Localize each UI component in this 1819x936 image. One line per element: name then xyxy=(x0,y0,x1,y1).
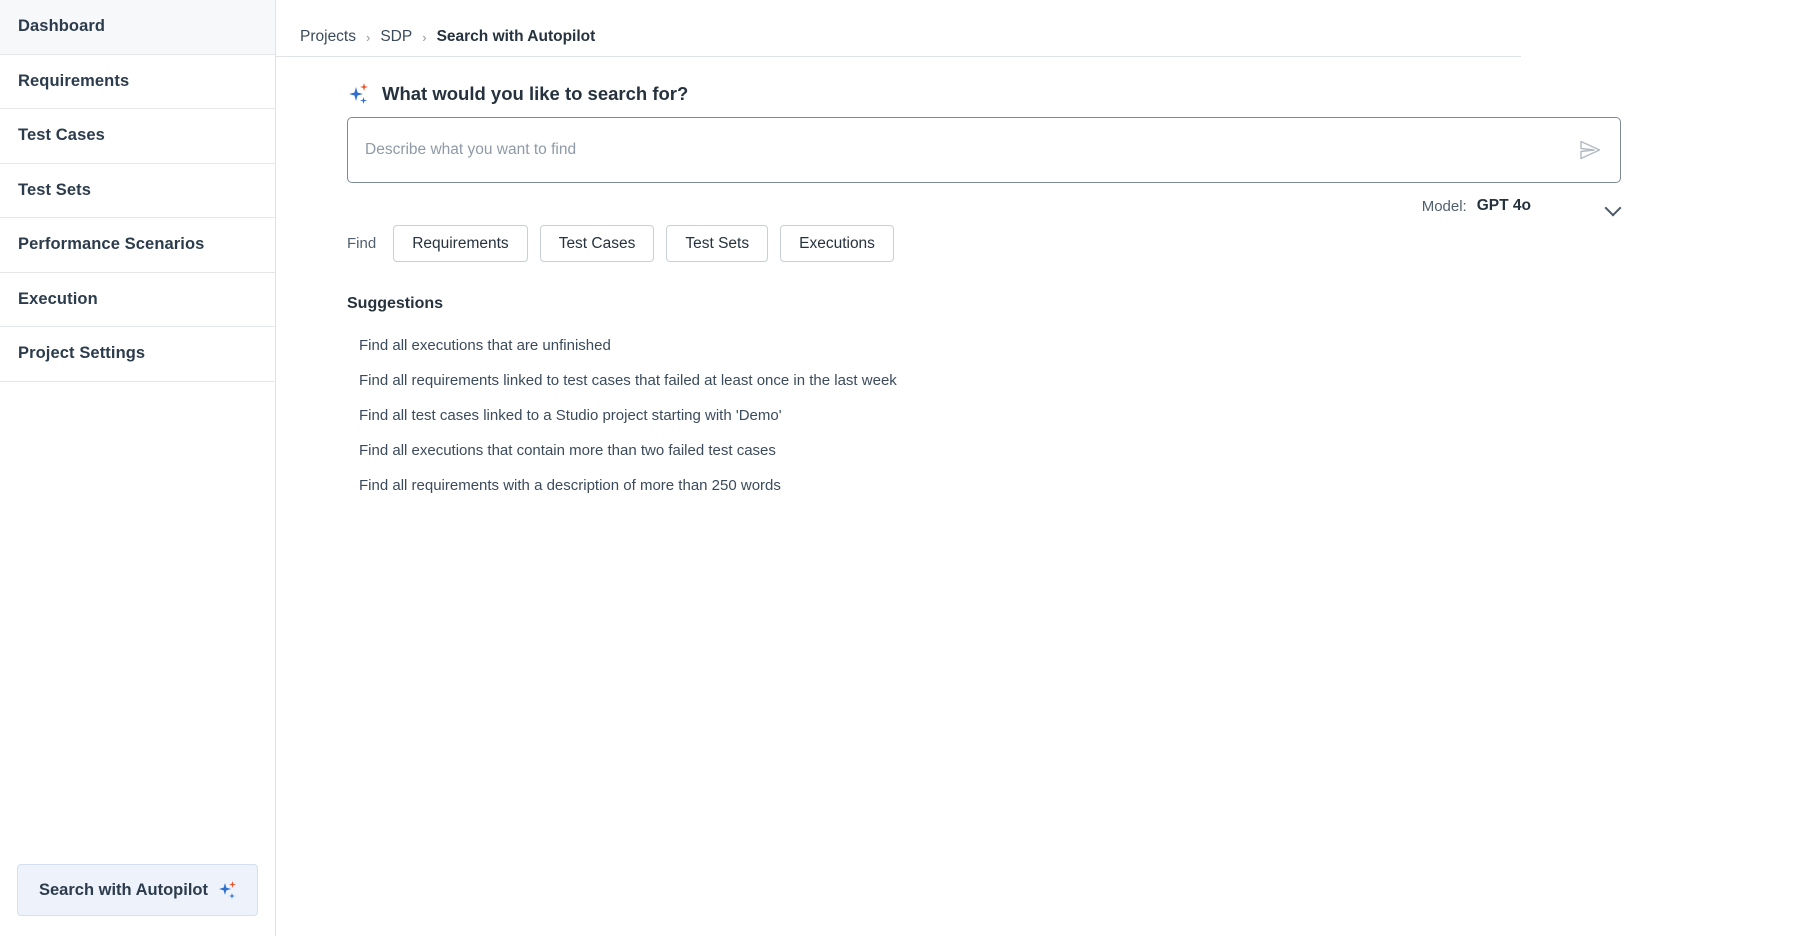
sidebar-item-label: Performance Scenarios xyxy=(18,235,205,254)
model-select[interactable] xyxy=(1477,197,1621,215)
suggestion-item[interactable]: Find all requirements with a description of more than 250 words xyxy=(359,477,781,494)
find-label: Find xyxy=(347,235,377,252)
sidebar-nav xyxy=(0,0,275,382)
chevron-down-icon[interactable] xyxy=(1606,202,1621,211)
find-filter-row xyxy=(347,225,1819,262)
suggestion-item[interactable]: Find all test cases linked to a Studio project starting with 'Demo' xyxy=(359,407,782,424)
suggestion-item[interactable]: Find all executions that are unfinished xyxy=(359,337,611,354)
sidebar-item-requirements[interactable] xyxy=(0,55,275,110)
suggestions-list xyxy=(300,328,1819,503)
find-chip-test-cases[interactable]: Test Cases xyxy=(540,225,655,262)
sidebar xyxy=(0,0,276,936)
sidebar-item-execution[interactable] xyxy=(0,273,275,328)
sidebar-item-project-settings[interactable] xyxy=(0,327,275,382)
find-chip-requirements[interactable]: Requirements xyxy=(393,225,528,262)
sidebar-item-test-sets[interactable] xyxy=(0,164,275,219)
breadcrumb-item-projects[interactable]: Projects xyxy=(300,28,356,45)
breadcrumb xyxy=(276,0,1521,57)
search-box[interactable] xyxy=(347,117,1621,183)
sidebar-item-label: Requirements xyxy=(18,71,130,90)
sidebar-item-performance-scenarios[interactable] xyxy=(0,218,275,273)
sidebar-item-test-cases[interactable] xyxy=(0,109,275,164)
sidebar-item-dashboard[interactable] xyxy=(0,0,275,55)
search-with-autopilot-button[interactable] xyxy=(17,864,258,916)
sidebar-item-label: Dashboard xyxy=(18,17,106,36)
search-heading xyxy=(347,83,1819,105)
find-chip-test-sets[interactable]: Test Sets xyxy=(666,225,768,262)
suggestion-item[interactable]: Find all requirements linked to test cases that failed at least once in the last week xyxy=(359,372,897,389)
breadcrumb-item-sdp[interactable]: SDP xyxy=(380,28,413,45)
sidebar-item-label: Project Settings xyxy=(18,344,146,363)
sidebar-item-label: Test Sets xyxy=(18,180,92,199)
page-title: What would you like to search for? xyxy=(382,83,689,104)
sidebar-spacer xyxy=(0,382,275,865)
sidebar-item-label: Test Cases xyxy=(18,126,105,145)
suggestions-title: Suggestions xyxy=(347,295,444,312)
sparkle-icon xyxy=(218,881,236,899)
send-icon[interactable] xyxy=(1578,138,1602,162)
main-content xyxy=(276,0,1819,936)
breadcrumb-separator: › xyxy=(422,29,427,45)
model-selector-row xyxy=(347,197,1621,215)
search-panel xyxy=(276,83,1819,503)
search-input[interactable] xyxy=(363,140,1578,160)
sidebar-item-label: Execution xyxy=(18,289,98,308)
breadcrumb-item-current: Search with Autopilot xyxy=(436,28,596,45)
sparkle-icon xyxy=(347,83,369,105)
autopilot-button-label: Search with Autopilot xyxy=(39,880,208,899)
model-value: GPT 4o xyxy=(1476,197,1531,214)
find-chip-executions[interactable]: Executions xyxy=(780,225,894,262)
model-label: Model: xyxy=(1421,197,1467,215)
suggestion-item[interactable]: Find all executions that contain more than two failed test cases xyxy=(359,442,776,459)
breadcrumb-separator: › xyxy=(366,29,371,45)
